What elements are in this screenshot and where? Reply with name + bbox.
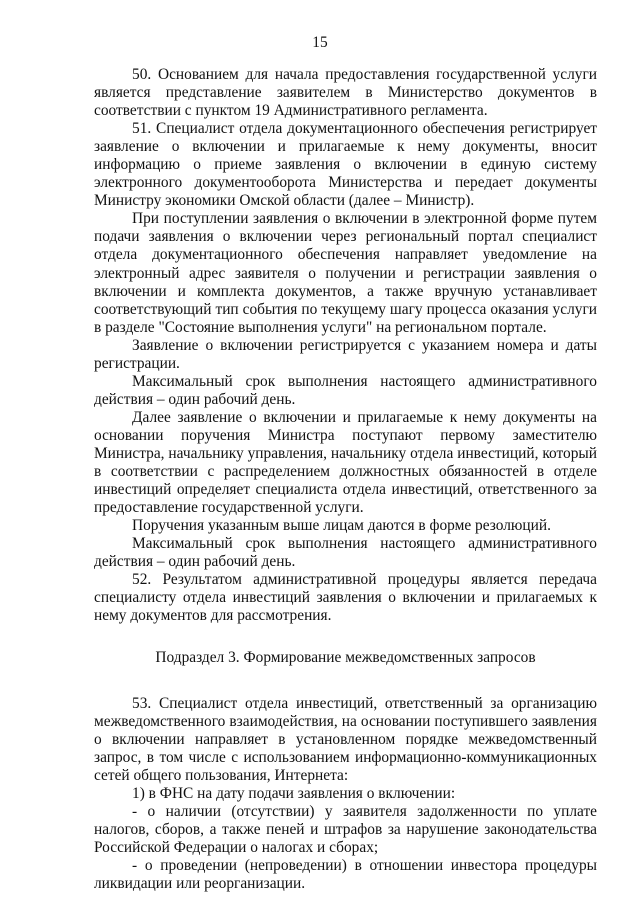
- document-body: [94, 66, 597, 893]
- paragraph-resolutions: Поручения указанным выше лицам даются в форме резолюций.: [132, 517, 551, 535]
- list-item-tax-debt: - о наличии (отсутствии) у заявителя задолженности по уплате налогов, сборов, а также пеней и штрафов за нарушение законодательства Российской Федерации о налогах и сборах;: [94, 802, 597, 856]
- paragraph-51: 51. Специалист отдела документационного обеспечения регистрирует заявление о включении и прилагаемые к нему документы, вносит информацию о приеме заявления о включении в единую систему электронного документооборота Министерства и передает документы Министру экономики Омской области (далее – Министр).: [94, 120, 597, 210]
- paragraph-max-term-1: Максимальный срок выполнения настоящего административного действия – один рабочий день.: [94, 372, 597, 408]
- paragraph-50: 50. Основанием для начала предоставления государственной услуги является представление заявителем в Министерство документов в соответствии с пунктом 19 Административного регламента.: [94, 66, 597, 120]
- list-item-liquidation: - о проведении (непроведении) в отношении инвестора процедуры ликвидации или реорганизации.: [94, 856, 597, 892]
- paragraph-electronic-submission: При поступлении заявления о включении в электронной форме путем подачи заявления о включении через региональный портал специалист отдела документационного обеспечения направляет уведомление на электронный адрес заявителя о получении и регистрации заявления о включении и комплекта документов, а также вручную устанавливает соответствующий тип события по текущему шагу процесса оказания услуги в разделе "Состояние выполнения услуги" на региональном портале.: [94, 210, 597, 336]
- list-item-fns: 1) в ФНС на дату подачи заявления о включении:: [132, 784, 456, 802]
- paragraph-further-processing: Далее заявление о включении и прилагаемые к нему документы на основании поручения Министра поступают первому заместителю Министра, начальнику управления, начальнику отдела инвестиций, который в соответствии с распределением должностных обязанностей в отделе инвестиций определяет специалиста отдела инвестиций, ответственного за предоставление государственной услуги.: [94, 408, 597, 517]
- paragraph-53: 53. Специалист отдела инвестиций, ответственный за организацию межведомственного взаимодействия, на основании поступившего заявления о включении направляет в установленном порядке межведомственный запрос, в том числе с использованием информационно-коммуникационных сетей общего пользования, Интернета:: [94, 694, 597, 784]
- paragraph-registration: Заявление о включении регистрируется с указанием номера и даты регистрации.: [94, 336, 597, 372]
- paragraph-max-term-2: Максимальный срок выполнения настоящего административного действия – один рабочий день.: [94, 535, 597, 571]
- page-number: 15: [312, 34, 328, 51]
- paragraph-52: 52. Результатом административной процедуры является передача специалисту отдела инвестиций заявления о включении и прилагаемых к нему документов для рассмотрения.: [94, 571, 597, 625]
- section-subheading: Подраздел 3. Формирование межведомственных запросов: [155, 649, 536, 667]
